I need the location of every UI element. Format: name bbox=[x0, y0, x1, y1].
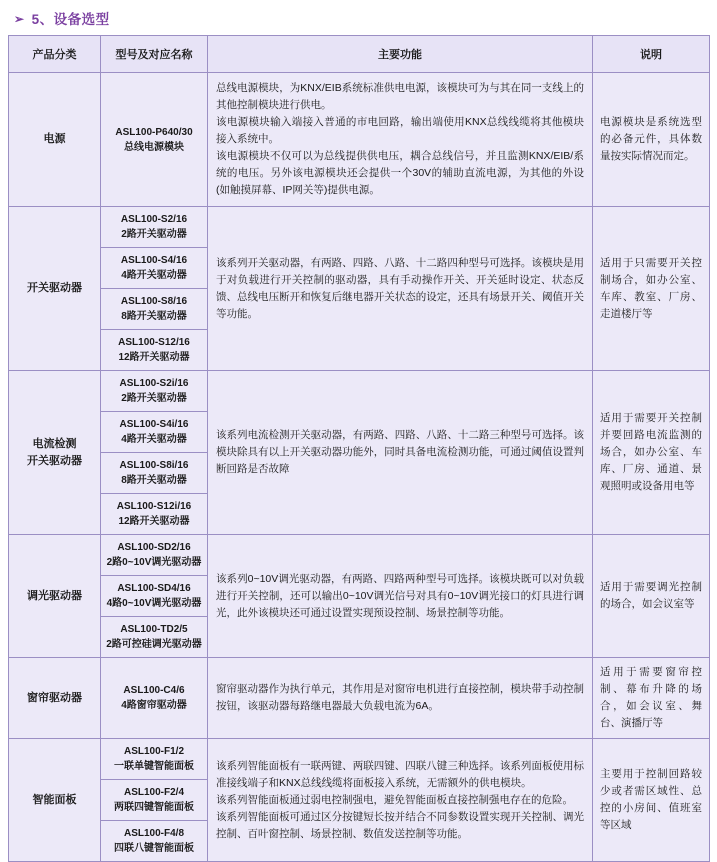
cell-category: 电流检测 开关驱动器 bbox=[9, 371, 101, 535]
cell-note: 主要用于控制回路较少或者需区域性、总控的小房间、值班室等区域 bbox=[593, 739, 710, 862]
cell-note: 适用于需要窗帘控制、幕布升降的场合，如会议室、舞台、演播厅等 bbox=[593, 658, 710, 739]
model-number: ASL100-F2/4 bbox=[123, 787, 185, 798]
model-name: 总线电源模块 bbox=[124, 141, 184, 153]
model-number: ASL100-F4/8 bbox=[123, 828, 185, 839]
model-name: 2路开关驱动器 bbox=[121, 229, 187, 240]
cell-model bbox=[101, 248, 208, 289]
model-name: 两联四键智能面板 bbox=[114, 802, 194, 813]
cell-category: 开关驱动器 bbox=[9, 207, 101, 371]
function-paragraph: 该电源模块输入端接入普通的市电回路，输出端使用KNX总线线缆将其他模块接入系统中。 bbox=[216, 116, 584, 145]
model-name: 8路开关驱动器 bbox=[121, 311, 187, 322]
cell-model bbox=[101, 739, 208, 780]
cell-model bbox=[101, 412, 208, 453]
table-row bbox=[9, 658, 710, 739]
device-selection-table bbox=[8, 35, 710, 862]
model-name: 2路0~10V调光驱动器 bbox=[106, 557, 202, 568]
model-number: ASL100-P640/30 bbox=[115, 126, 193, 138]
cell-note: 电源模块是系统选型的必备元件，具体数量按实际情况而定。 bbox=[593, 73, 710, 207]
cell-note: 适用于需要调光控制的场合，如会议室等 bbox=[593, 535, 710, 658]
cell-model bbox=[101, 821, 208, 862]
table-row bbox=[9, 207, 710, 248]
cell-model bbox=[101, 371, 208, 412]
function-paragraph: 该电源模块不仅可以为总线提供供电压，耦合总线信号，并且监测KNX/EIB/系统的电压。另外该电源模块还会提供一个30V的辅助直流电源，为其他的外设(如触摸屏幕、IP网关等)提供电源。 bbox=[216, 150, 584, 196]
model-number: ASL100-F1/2 bbox=[123, 746, 185, 757]
model-name: 4路开关驱动器 bbox=[121, 270, 187, 281]
model-name: 四联八键智能面板 bbox=[114, 843, 194, 854]
table-body bbox=[9, 73, 710, 862]
table-row bbox=[9, 535, 710, 576]
cell-model bbox=[101, 453, 208, 494]
cell-function bbox=[208, 658, 593, 739]
table-row bbox=[9, 73, 710, 207]
model-name: 2路可控硅调光驱动器 bbox=[106, 639, 202, 650]
table-row bbox=[9, 739, 710, 780]
function-paragraph: 该系列智能面板可通过区分按键短长按并结合不同参数设置实现开关控制、调光控制、百叶窗控制、场景控制、数值发送控制等功能。 bbox=[216, 810, 584, 840]
cell-note: 适用于只需要开关控制场合，如办公室、车库、教室、厂房、走道楼厅等 bbox=[593, 207, 710, 371]
model-name: 4路窗帘驱动器 bbox=[121, 700, 187, 711]
model-number: ASL100-C4/6 bbox=[123, 685, 185, 696]
model-number: ASL100-S2i/16 bbox=[119, 378, 189, 389]
column-header-function: 主要功能 bbox=[208, 36, 593, 73]
function-paragraph: 总线电源模块，为KNX/EIB系统标准供电电源，该模块可为与其在同一支线上的其他控制模块进行供电。 bbox=[216, 82, 584, 111]
cell-category: 调光驱动器 bbox=[9, 535, 101, 658]
model-number: ASL100-SD2/16 bbox=[117, 542, 191, 553]
function-paragraph: 该系列智能面板有一联两键、两联四键、四联八键三种选择。该系列面板使用标准接线端子和KNX总线线缆将面板接入系统，无需额外的供电模块。 bbox=[216, 759, 584, 789]
model-name: 12路开关驱动器 bbox=[118, 352, 190, 363]
cell-function bbox=[208, 73, 593, 207]
cell-category: 电源 bbox=[9, 73, 101, 207]
column-header-model: 型号及对应名称 bbox=[101, 36, 208, 73]
model-name: 一联单键智能面板 bbox=[114, 761, 194, 772]
page-title bbox=[8, 0, 709, 35]
model-number: ASL100-SD4/16 bbox=[117, 583, 191, 594]
model-number: ASL100-S12/16 bbox=[118, 337, 190, 348]
page-title-text: 5、设备选型 bbox=[31, 12, 110, 27]
function-paragraph: 该系列0~10V调光驱动器，有两路、四路两种型号可选择。该模块既可以对负载进行开关控制，还可以输出0~10V调光信号对具有0~10V调光接口的灯具进行调光，此外该模块还可通过设置实现预设控制、场景控制等功能。 bbox=[216, 572, 584, 619]
cell-function bbox=[208, 535, 593, 658]
cell-model bbox=[101, 330, 208, 371]
cell-category: 智能面板 bbox=[9, 739, 101, 862]
model-name: 4路开关驱动器 bbox=[121, 434, 187, 445]
cell-model bbox=[101, 658, 208, 739]
model-name: 2路开关驱动器 bbox=[121, 393, 187, 404]
cell-model bbox=[101, 576, 208, 617]
arrow-bullet-icon: ➢ bbox=[14, 12, 25, 26]
cell-category: 窗帘驱动器 bbox=[9, 658, 101, 739]
cell-model bbox=[101, 780, 208, 821]
function-paragraph: 该系列智能面板通过弱电控制强电，避免智能面板直接控制强电存在的危险。 bbox=[216, 793, 573, 806]
model-number: ASL100-S4i/16 bbox=[119, 419, 189, 430]
function-paragraph: 该系列开关驱动器，有两路、四路、八路、十二路四种型号可选择。该模块是用于对负载进行开关控制的驱动器，具有手动操作开关、开关延时设定、状态反馈、总线电压断开和恢复后继电器开关状态的设定，还具有场景开关、阈值开关等功能。 bbox=[216, 256, 584, 320]
model-name: 12路开关驱动器 bbox=[118, 516, 190, 527]
model-number: ASL100-S2/16 bbox=[120, 214, 188, 225]
model-number: ASL100-S8/16 bbox=[120, 296, 188, 307]
model-name: 4路0~10V调光驱动器 bbox=[106, 598, 202, 609]
model-name: 8路开关驱动器 bbox=[121, 475, 187, 486]
model-number: ASL100-TD2/5 bbox=[120, 624, 188, 635]
function-paragraph: 窗帘驱动器作为执行单元，其作用是对窗帘电机进行直接控制，模块带手动控制按钮，该驱动器每路继电器最大负载电流为6A。 bbox=[216, 683, 584, 712]
model-number: ASL100-S8i/16 bbox=[119, 460, 189, 471]
cell-note: 适用于需要开关控制并要回路电流监测的场合，如办公室、车库、厂房、通道、景观照明或设备用电等 bbox=[593, 371, 710, 535]
cell-model bbox=[101, 494, 208, 535]
column-header-note: 说明 bbox=[593, 36, 710, 73]
function-paragraph: 该系列电流检测开关驱动器，有两路、四路、八路、十二路三种型号可选择。该模块除具有以上开关驱动器功能外，同时具备电流检测功能，可通过阈值设置判断回路是否故障 bbox=[216, 429, 584, 475]
model-number: ASL100-S12i/16 bbox=[116, 501, 192, 512]
cell-function bbox=[208, 207, 593, 371]
cell-function bbox=[208, 371, 593, 535]
cell-model bbox=[101, 289, 208, 330]
cell-model bbox=[101, 535, 208, 576]
cell-model bbox=[101, 617, 208, 658]
table-row bbox=[9, 371, 710, 412]
cell-model bbox=[101, 73, 208, 207]
table-header-row bbox=[9, 36, 710, 73]
model-number: ASL100-S4/16 bbox=[120, 255, 188, 266]
column-header-category: 产品分类 bbox=[9, 36, 101, 73]
cell-model bbox=[101, 207, 208, 248]
cell-function bbox=[208, 739, 593, 862]
